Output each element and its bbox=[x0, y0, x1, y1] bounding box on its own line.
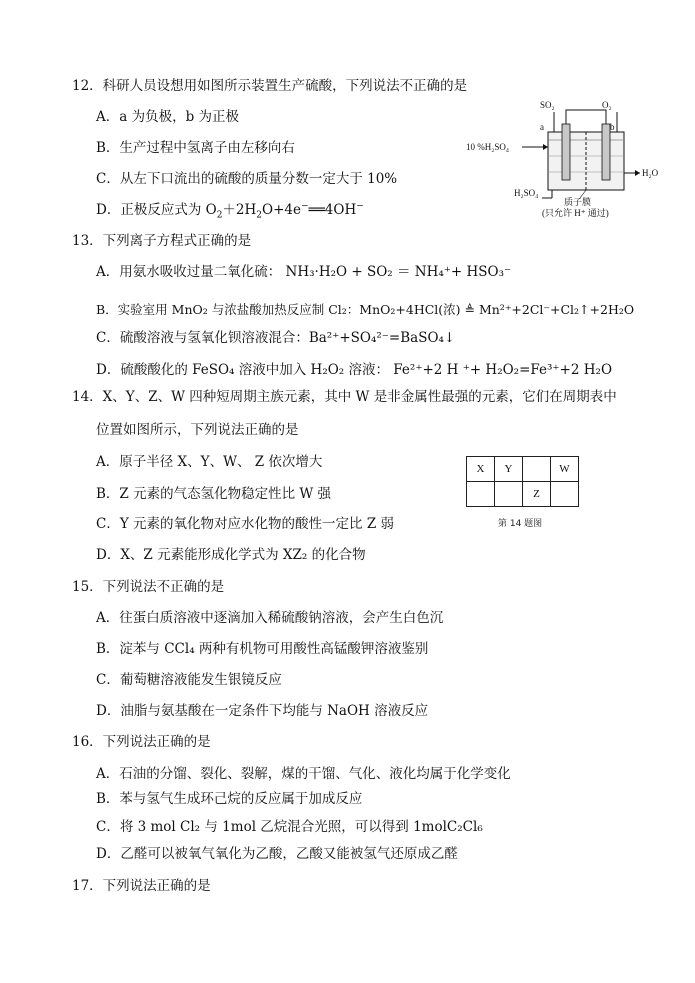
membrane-label: 质子膜 bbox=[564, 197, 592, 207]
cell-x: X bbox=[467, 457, 495, 482]
membrane-note: (只允许 H⁺ 通过) bbox=[542, 208, 609, 218]
q15-stem: 15．下列说法不正确的是 bbox=[72, 579, 225, 595]
q15-option-a: A．往蛋白质溶液中逐滴加入稀硫酸钠溶液，会产生白色沉 bbox=[96, 610, 444, 626]
q15-option-c: C．葡萄糖溶液能发生银镜反应 bbox=[96, 672, 282, 688]
cell-y: Y bbox=[495, 457, 523, 482]
q14-option-d: D．X、Z 元素能形成化学式为 XZ₂ 的化合物 bbox=[96, 547, 366, 563]
q15-option-d: D．油脂与氨基酸在一定条件下均能与 NaOH 溶液反应 bbox=[96, 703, 429, 719]
q12-option-a: A．a 为负极，b 为正极 bbox=[96, 109, 240, 125]
external-wire bbox=[566, 110, 606, 132]
q13-stem: 13．下列离子方程式正确的是 bbox=[72, 233, 252, 249]
periodic-table-fragment bbox=[466, 456, 579, 507]
q16-option-d: D．乙醛可以被氧气氧化为乙酸，乙酸又能被氢气还原成乙醛 bbox=[96, 846, 458, 862]
q12-stem: 12．科研人员设想用如图所示装置生产硫酸，下列说法不正确的是 bbox=[72, 78, 468, 94]
electrode-b bbox=[602, 124, 610, 180]
q12-option-c: C．从左下口流出的硫酸的质量分数一定大于 10% bbox=[96, 171, 398, 187]
q16-option-c: C．将 3 mol Cl₂ 与 1mol 乙烷混合光照，可以得到 1molC₂Cl₆ bbox=[96, 819, 483, 835]
so2-label: SO₂ bbox=[540, 100, 555, 110]
q13-option-b: B．实验室用 MnO₂ 与浓盐酸加热反应制 Cl₂：MnO₂+4HCl(浓) ≜ Mn²⁺+2Cl⁻+Cl₂↑+2H₂O bbox=[96, 302, 635, 317]
cell-w: W bbox=[551, 457, 579, 482]
cell-vessel bbox=[548, 132, 624, 190]
q16-stem: 16．下列说法正确的是 bbox=[72, 734, 211, 750]
q14-option-a: A．原子半径 X、Y、W、 Z 依次增大 bbox=[96, 454, 323, 470]
cell-empty bbox=[523, 457, 551, 482]
electrode-a-label: a bbox=[540, 122, 544, 132]
inlet-label: 10 %H₂SO₄ bbox=[466, 142, 510, 152]
water-outlet-label: H₂O bbox=[642, 168, 659, 178]
q15-option-b: B．淀苯与 CCl₄ 两种有机物可用酸性高锰酸钾溶液鉴别 bbox=[96, 641, 429, 657]
q14-stem: 14．X、Y、Z、W 四种短周期主族元素，其中 W 是非金属性最强的元素，它们在周期表中 bbox=[72, 389, 617, 405]
cell-empty bbox=[467, 482, 495, 507]
cell-empty bbox=[495, 482, 523, 507]
cell-z: Z bbox=[523, 482, 551, 507]
q13-option-d: D．硫酸酸化的 FeSO₄ 溶液中加入 H₂O₂ 溶液： Fe²⁺+2 H ⁺+ H₂O₂=Fe³⁺+2 H₂O bbox=[96, 362, 613, 378]
q17-stem: 17．下列说法正确的是 bbox=[72, 878, 211, 894]
q14-stem-continued: 位置如图所示，下列说法正确的是 bbox=[96, 422, 299, 438]
electrode-b-label: b bbox=[610, 122, 615, 132]
q12-option-d: D．正极反应式为 $O_2+2H_2O+4e^-══4OH^-$ bbox=[96, 201, 364, 221]
q14-option-b: B．Z 元素的气态氢化物稳定性比 W 强 bbox=[96, 486, 332, 502]
cell-empty bbox=[551, 482, 579, 507]
q16-option-b: B．苯与氢气生成环己烷的反应属于加成反应 bbox=[96, 791, 363, 807]
q14-option-c: C．Y 元素的氧化物对应水化物的酸性一定比 Z 弱 bbox=[96, 516, 394, 532]
electrode-a bbox=[562, 124, 570, 180]
q13-option-a: A．用氨水吸收过量二氧化硫： NH₃·H₂O + SO₂ ＝ NH₄⁺+ HSO₃⁻ bbox=[96, 264, 512, 280]
q12-option-b: B．生产过程中氢离子由左移向右 bbox=[96, 140, 295, 156]
o2-label: O₂ bbox=[602, 100, 612, 110]
q16-option-a: A．石油的分馏、裂化、裂解，煤的干馏、气化、液化均属于化学变化 bbox=[96, 766, 511, 782]
q14-figure-caption: 第 14 题图 bbox=[498, 519, 543, 529]
q13-option-c: C．硫酸溶液与氢氧化钡溶液混合：Ba²⁺+SO₄²⁻=BaSO₄↓ bbox=[96, 330, 456, 346]
electrolysis-cell-diagram bbox=[460, 96, 659, 220]
acid-outlet-label: H₂SO₄ bbox=[514, 188, 539, 198]
